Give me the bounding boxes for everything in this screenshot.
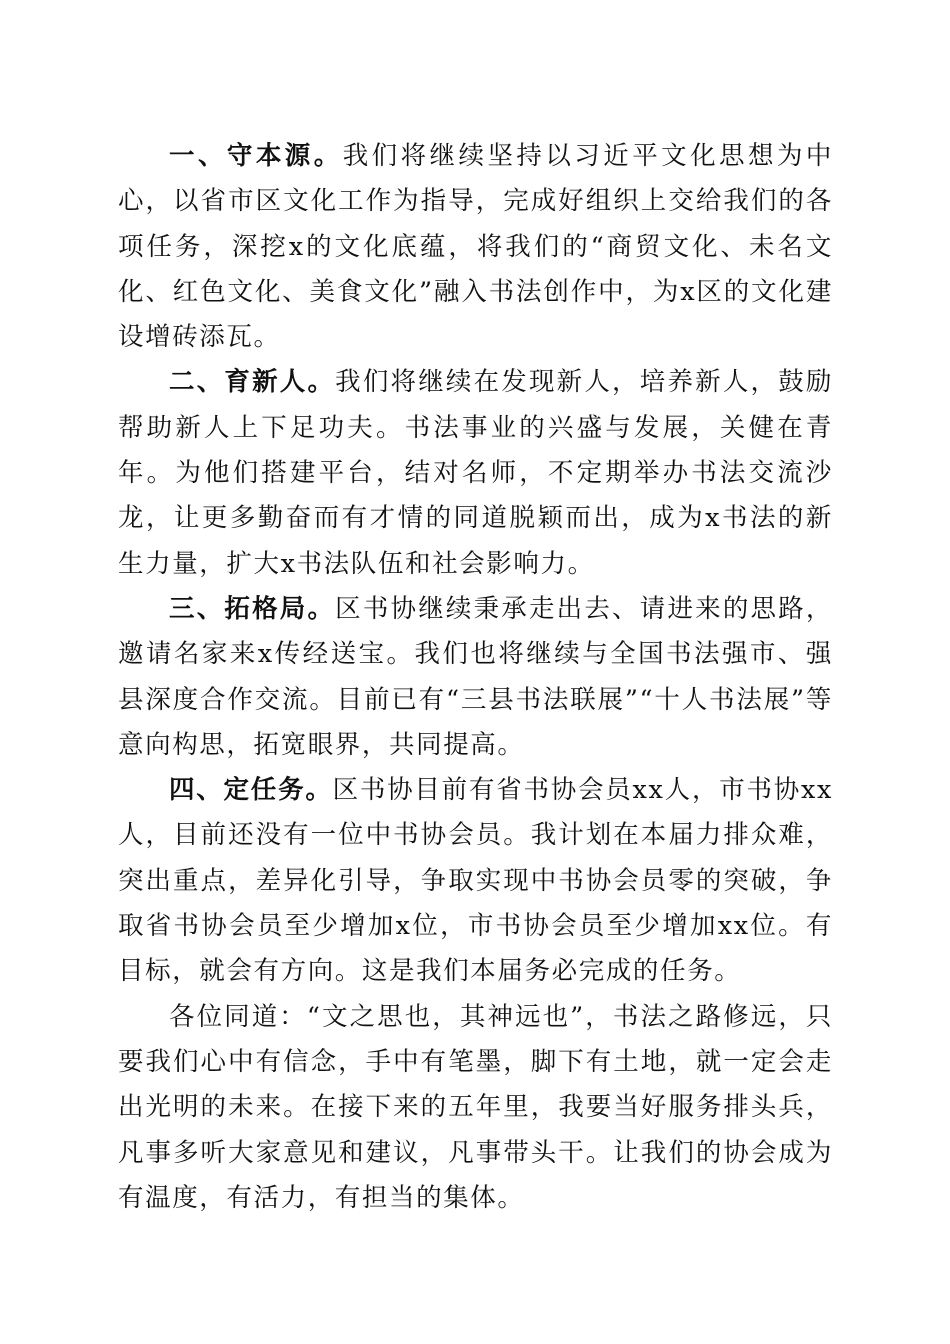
paragraph-4 bbox=[118, 768, 833, 994]
paragraph-3 bbox=[118, 587, 833, 768]
paragraph-2-text: 我们将继续在发现新人，培养新人，鼓励帮助新人上下足功夫。书法事业的兴盛与发展，关健在青年。为他们搭建平台，结对名师，不定期举办书法交流沙龙，让更多勤奋而有才情的同道脱颖而出，成为x书法的新生力量，扩大x书法队伍和社会影响力。 bbox=[118, 367, 833, 579]
paragraph-4-text: 区书协目前有省书协会员xx人，市书协xx人，目前还没有一位中书协会员。我计划在本届力排众难，突出重点，差异化引导，争取实现中书协会员零的突破，争取省书协会员至少增加x位，市书协会员至少增加xx位。有目标，就会有方向。这是我们本届务必完成的任务。 bbox=[118, 775, 833, 987]
paragraph-3-text: 区书协继续秉承走出去、请进来的思路，邀请名家来x传经送宝。我们也将继续与全国书法强市、强县深度合作交流。目前已有“三县书法联展”“十人书法展”等意向构思，拓宽眼界，共同提高。 bbox=[118, 593, 833, 760]
paragraph-2 bbox=[118, 360, 833, 586]
paragraph-3-heading: 三、拓格局。 bbox=[169, 593, 336, 624]
paragraph-4-heading: 四、定任务。 bbox=[169, 775, 333, 806]
paragraph-1 bbox=[118, 134, 833, 360]
paragraph-5-text: 各位同道：“文之思也，其神远也”，书法之路修远，只要我们心中有信念，手中有笔墨，脚下有土地，就一定会走出光明的未来。在接下来的五年里，我要当好服务排头兵，凡事多听大家意见和建议，凡事带头干。让我们的协会成为有温度，有活力，有担当的集体。 bbox=[118, 1001, 833, 1213]
paragraph-1-heading: 一、守本源。 bbox=[169, 141, 343, 171]
document-body bbox=[118, 134, 833, 1221]
paragraph-2-heading: 二、育新人。 bbox=[169, 367, 336, 398]
paragraph-1-text: 我们将继续坚持以习近平文化思想为中心，以省市区文化工作为指导，完成好组织上交给我们的各项任务，深挖x的文化底蕴，将我们的“商贸文化、未名文化、红色文化、美食文化”融入书法创作中，为x区的文化建设增砖添瓦。 bbox=[118, 141, 833, 353]
paragraph-5 bbox=[118, 995, 833, 1221]
